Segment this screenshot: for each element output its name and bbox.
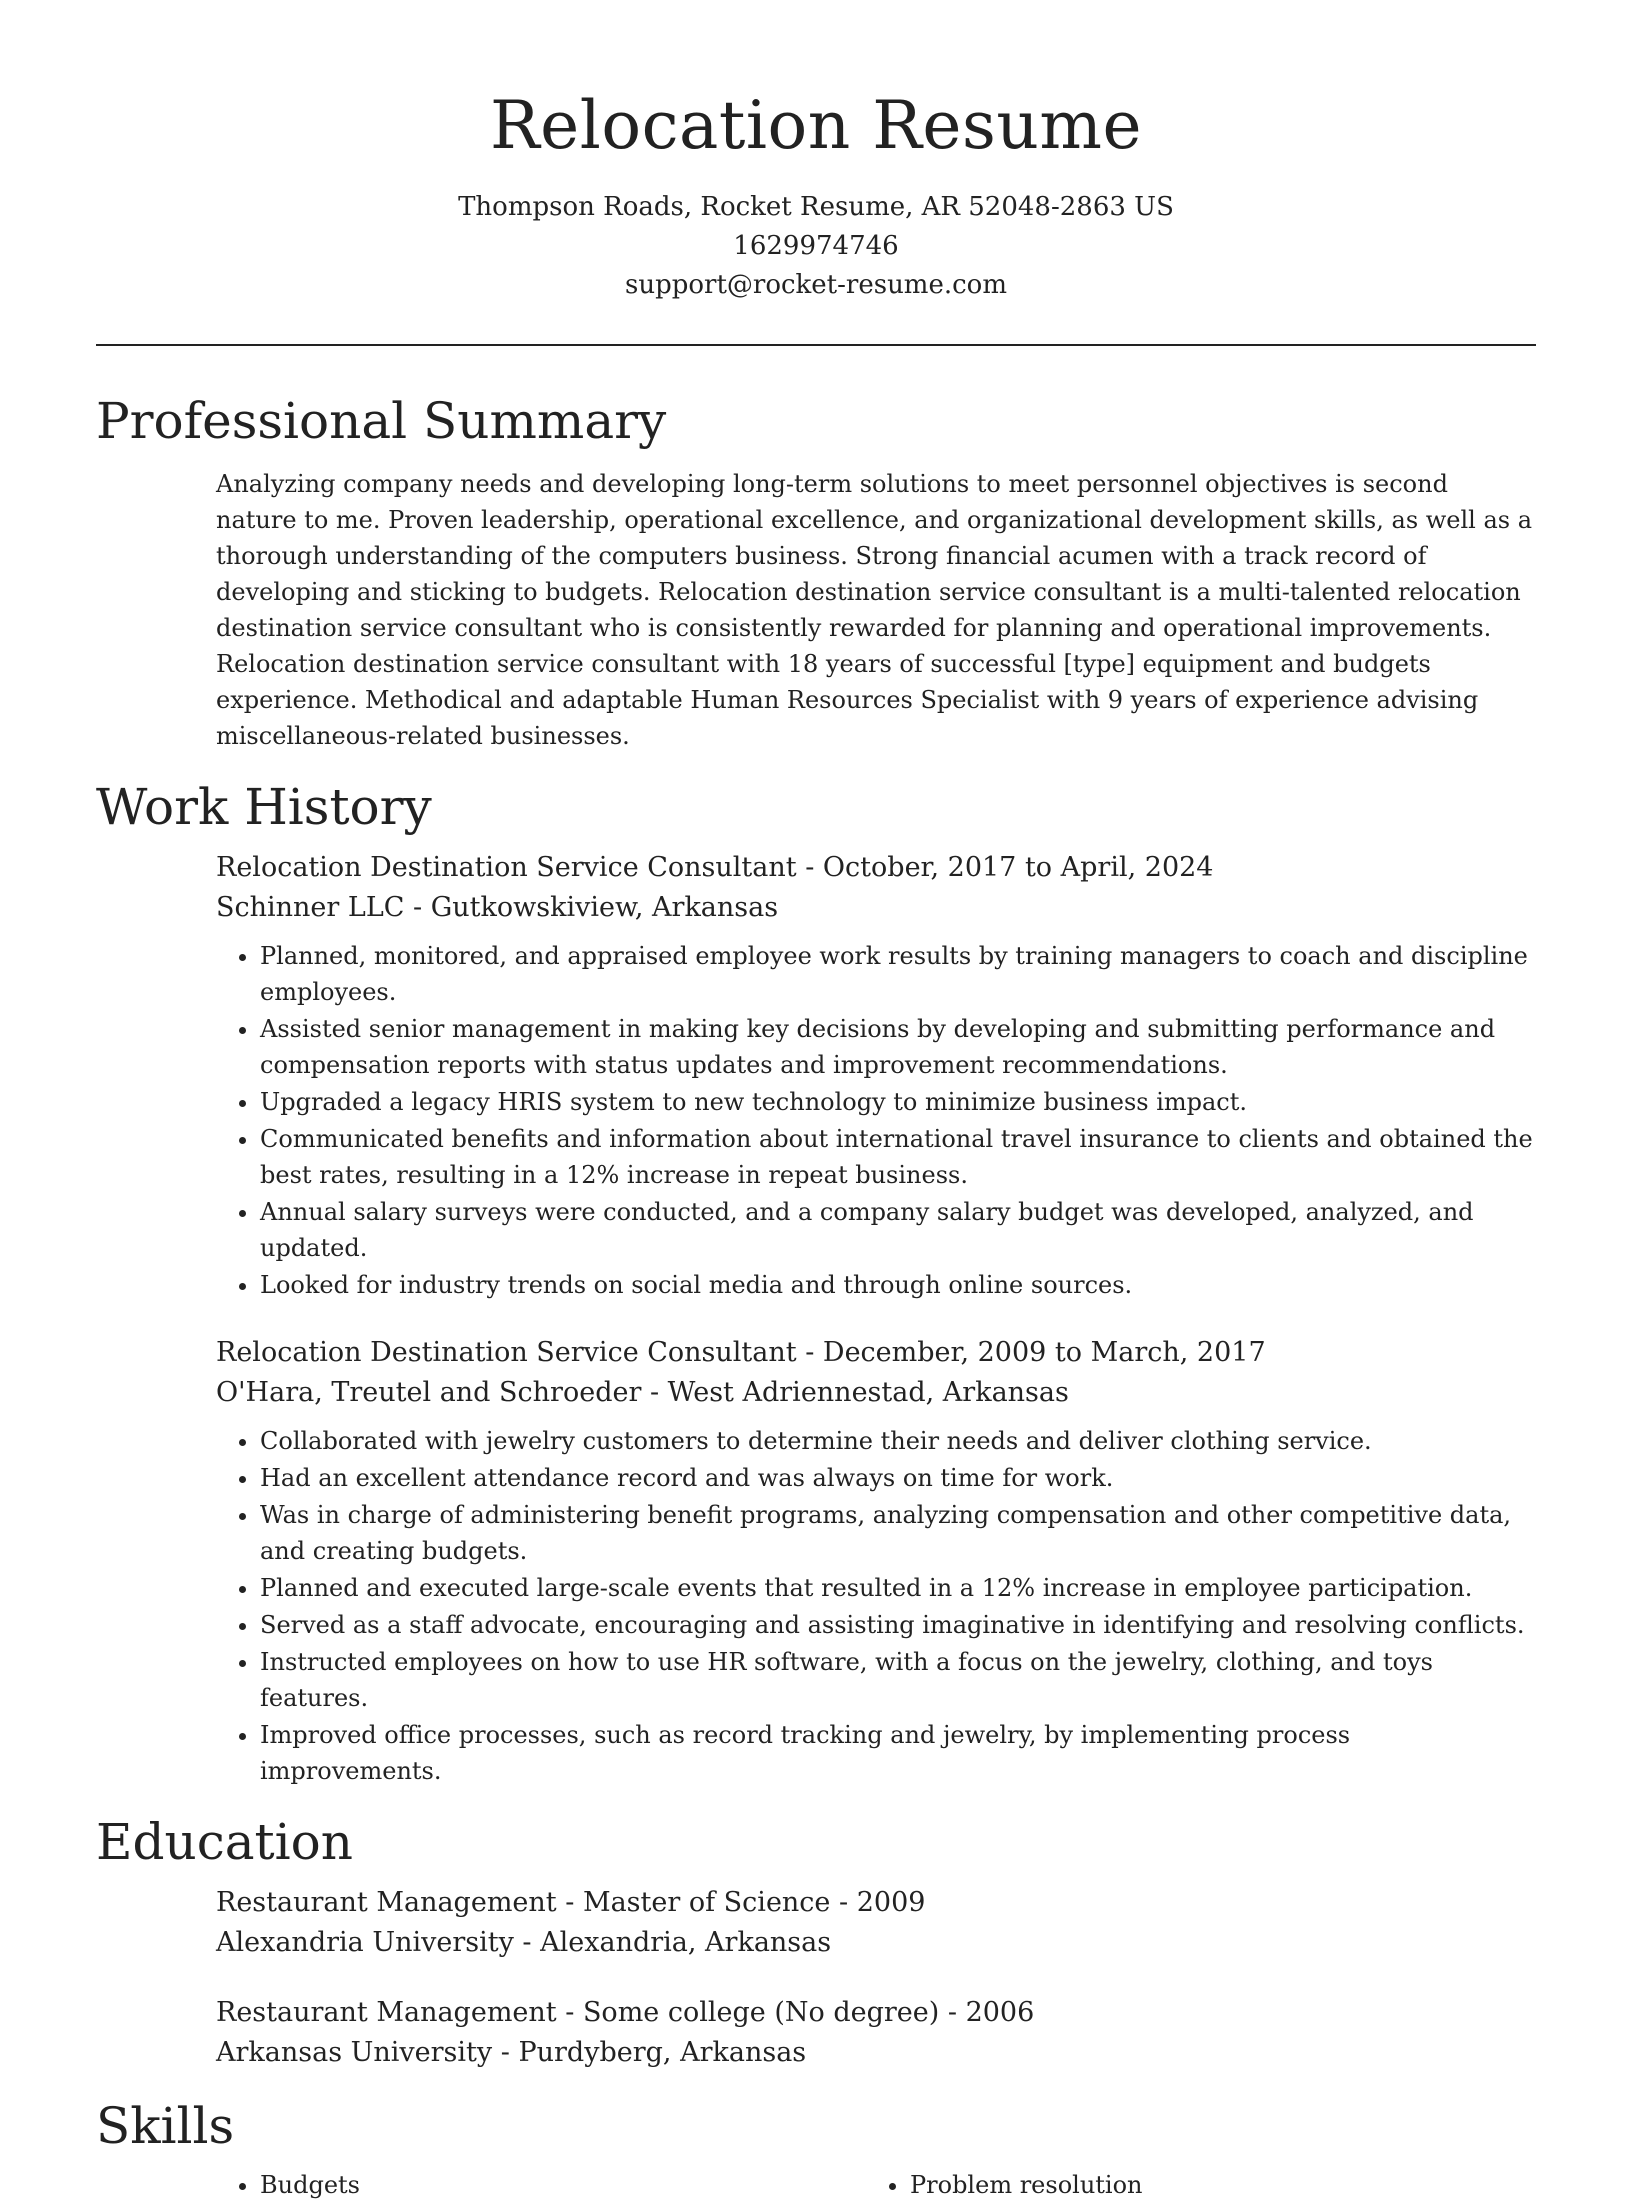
list-item: • Improved office processes, such as record tracking and jewelry, by implementing process improvements. (260, 1717, 1536, 1789)
list-item: • Served as a staff advocate, encouraging and assisting imaginative in identifying and resolving conflicts. (260, 1607, 1536, 1643)
phone-text: 1629974746 (733, 231, 899, 261)
list-item: • Collaborated with jewelry customers to determine their needs and deliver clothing service. (260, 1423, 1536, 1459)
degree-year: 2009 (856, 1887, 926, 1918)
job-location: Gutkowskiview, Arkansas (430, 892, 779, 923)
list-item: • Upgraded a legacy HRIS system to new technology to minimize business impact. (260, 1084, 1536, 1120)
resume-page (96, 0, 1536, 2203)
job-company-line (216, 1373, 1536, 1413)
school-location: Purdyberg, Arkansas (518, 2037, 807, 2068)
job-dates: December, 2009 to March, 2017 (822, 1337, 1266, 1368)
school-line (216, 2033, 1536, 2073)
job-company: Schinner LLC (216, 892, 405, 923)
job-position: Relocation Destination Service Consultant (216, 1337, 797, 1368)
separator: - (513, 1927, 541, 1958)
separator: - (939, 1997, 966, 2028)
separator: - (641, 1377, 668, 1408)
degree-line (216, 1993, 1536, 2033)
school-name: Alexandria University (216, 1927, 514, 1958)
skills-list (216, 2167, 1536, 2203)
separator: - (556, 1887, 583, 1918)
list-item: • Had an excellent attendance record and was always on time for work. (260, 1460, 1536, 1496)
job-duties-list (216, 1423, 1536, 1789)
list-item: • Assisted senior management in making key decisions by developing and submitting performance and compensation reports with status updates and improvement recommendations. (260, 1011, 1536, 1083)
degree-field: Restaurant Management (216, 1887, 557, 1918)
list-item: • Looked for industry trends on social media and through online sources. (260, 1267, 1536, 1303)
job-company: O'Hara, Treutel and Schroeder (216, 1377, 642, 1408)
work-history-heading: Work History (96, 778, 432, 836)
job-entry (216, 848, 1536, 1303)
job-dates: October, 2017 to April, 2024 (822, 852, 1214, 883)
separator: - (404, 892, 431, 923)
education-entry (216, 1883, 1536, 1963)
skills-heading: Skills (96, 2097, 235, 2155)
summary-heading: Professional Summary (96, 392, 667, 450)
education-section (96, 1809, 1536, 2073)
resume-header (96, 0, 1536, 305)
education-entry (216, 1993, 1536, 2073)
work-history-section (96, 774, 1536, 1789)
separator: - (796, 852, 823, 883)
list-item: • Was in charge of administering benefit programs, analyzing compensation and other competitive data, and creating budgets. (260, 1497, 1536, 1569)
education-heading: Education (96, 1813, 353, 1871)
skill-item: • Problem resolution (910, 2167, 1560, 2203)
list-item: • Planned and executed large-scale events that resulted in a 12% increase in employee participation. (260, 1570, 1536, 1606)
school-name: Arkansas University (216, 2037, 493, 2068)
list-item: • Instructed employees on how to use HR software, with a focus on the jewelry, clothing, and toys features. (260, 1644, 1536, 1716)
school-line (216, 1923, 1536, 1963)
address-text: Thompson Roads, Rocket Resume, AR 52048-2863 US (458, 192, 1174, 222)
header-divider (96, 344, 1536, 346)
school-location: Alexandria, Arkansas (540, 1927, 832, 1958)
degree-line (216, 1883, 1536, 1923)
job-entry (216, 1333, 1536, 1789)
separator: - (796, 1337, 823, 1368)
job-title-line (216, 848, 1536, 888)
separator: - (492, 2037, 519, 2068)
email-text: support@rocket-resume.com (624, 270, 1007, 300)
list-item: • Annual salary surveys were conducted, and a company salary budget was developed, analyzed, and updated. (260, 1194, 1536, 1266)
job-title-line (216, 1333, 1536, 1373)
list-item: • Planned, monitored, and appraised employee work results by training managers to coach and discipline employees. (260, 938, 1536, 1010)
degree-type: Master of Science (582, 1887, 831, 1918)
degree-field: Restaurant Management (216, 1997, 557, 2028)
separator: - (830, 1887, 857, 1918)
list-item: • Communicated benefits and information about international travel insurance to clients and obtained the best rates, resulting in a 12% increase in repeat business. (260, 1121, 1536, 1193)
job-position: Relocation Destination Service Consultant (216, 852, 797, 883)
resume-name: Relocation Resume (489, 87, 1143, 164)
job-company-line (216, 888, 1536, 928)
summary-section (96, 388, 1536, 754)
summary-paragraph: Analyzing company needs and developing long-term solutions to meet personnel objectives is second nature to me. Proven leadership, operational excellence, and organizational development skills, as well as a thorough understanding of the computers business. Strong financial acumen with a track record of developing and sticking to budgets. Relocation destination service consultant is a multi-talented relocation destination service consultant who is consistently rewarded for planning and operational improvements. Relocation destination service consultant with 18 years of successful [type] equipment and budgets experience. Methodical and adaptable Human Resources Specialist with 9 years of experience advising miscellaneous-related businesses. (216, 470, 1533, 750)
skill-item: • Budgets (260, 2167, 910, 2203)
skills-section (96, 2093, 1536, 2203)
job-location: West Adriennestad, Arkansas (667, 1377, 1069, 1408)
degree-year: 2006 (965, 1997, 1035, 2028)
degree-type: Some college (No degree) (582, 1997, 940, 2028)
separator: - (556, 1997, 583, 2028)
job-duties-list (216, 938, 1536, 1303)
